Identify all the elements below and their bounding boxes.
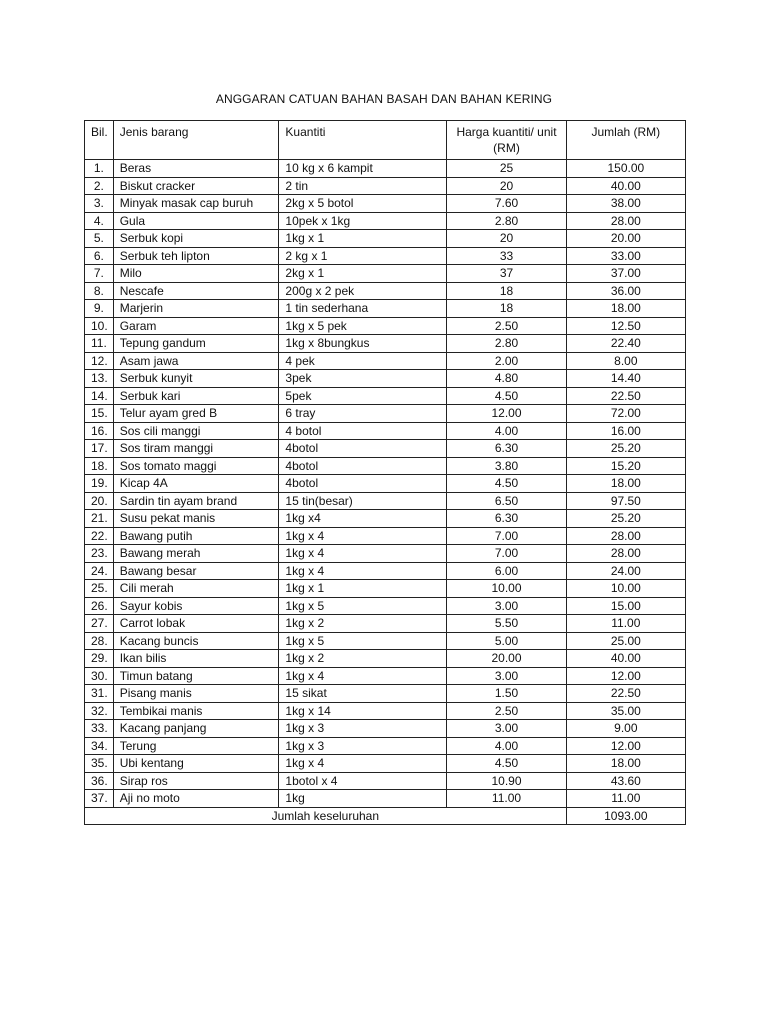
item-unit-price: 25 (447, 160, 566, 178)
table-header-row (85, 121, 686, 160)
item-name: Serbuk kari (113, 387, 279, 405)
table-row (85, 370, 686, 388)
item-unit-price: 20 (447, 177, 566, 195)
item-total: 25.00 (566, 632, 685, 650)
item-unit-price: 5.50 (447, 615, 566, 633)
item-name: Ikan bilis (113, 650, 279, 668)
item-total: 9.00 (566, 720, 685, 738)
item-unit-price: 4.00 (447, 737, 566, 755)
item-unit-price: 7.00 (447, 545, 566, 563)
row-number: 20. (85, 492, 114, 510)
table-row (85, 335, 686, 353)
item-quantity: 1botol x 4 (279, 772, 447, 790)
item-quantity: 10 kg x 6 kampit (279, 160, 447, 178)
table-row (85, 685, 686, 703)
item-quantity: 4botol (279, 457, 447, 475)
item-name: Garam (113, 317, 279, 335)
item-unit-price: 2.80 (447, 335, 566, 353)
ration-budget-table (84, 120, 686, 825)
item-unit-price: 6.50 (447, 492, 566, 510)
item-name: Sos tiram manggi (113, 440, 279, 458)
item-quantity: 200g x 2 pek (279, 282, 447, 300)
item-quantity: 6 tray (279, 405, 447, 423)
table-row (85, 405, 686, 423)
row-number: 12. (85, 352, 114, 370)
item-name: Kacang buncis (113, 632, 279, 650)
item-name: Carrot lobak (113, 615, 279, 633)
item-quantity: 1kg x 4 (279, 667, 447, 685)
item-unit-price: 37 (447, 265, 566, 283)
table-row (85, 545, 686, 563)
table-row (85, 352, 686, 370)
item-total: 12.50 (566, 317, 685, 335)
row-number: 8. (85, 282, 114, 300)
item-quantity: 1kg x 4 (279, 545, 447, 563)
item-quantity: 1kg x 1 (279, 580, 447, 598)
row-number: 2. (85, 177, 114, 195)
row-number: 36. (85, 772, 114, 790)
row-number: 34. (85, 737, 114, 755)
item-total: 36.00 (566, 282, 685, 300)
item-total: 11.00 (566, 615, 685, 633)
table-row (85, 317, 686, 335)
row-number: 18. (85, 457, 114, 475)
item-total: 15.20 (566, 457, 685, 475)
item-total: 28.00 (566, 527, 685, 545)
item-unit-price: 12.00 (447, 405, 566, 423)
item-quantity: 4 botol (279, 422, 447, 440)
item-unit-price: 6.00 (447, 562, 566, 580)
table-row (85, 475, 686, 493)
item-unit-price: 4.50 (447, 755, 566, 773)
item-unit-price: 4.00 (447, 422, 566, 440)
item-unit-price: 4.50 (447, 387, 566, 405)
header-unit-price: Harga kuantiti/ unit (RM) (447, 121, 566, 160)
row-number: 3. (85, 195, 114, 213)
item-unit-price: 7.60 (447, 195, 566, 213)
item-unit-price: 6.30 (447, 510, 566, 528)
header-total: Jumlah (RM) (566, 121, 685, 160)
table-row (85, 265, 686, 283)
table-row (85, 562, 686, 580)
row-number: 14. (85, 387, 114, 405)
item-quantity: 3pek (279, 370, 447, 388)
row-number: 11. (85, 335, 114, 353)
item-unit-price: 1.50 (447, 685, 566, 703)
table-row (85, 440, 686, 458)
item-total: 150.00 (566, 160, 685, 178)
table-row (85, 580, 686, 598)
table-row (85, 177, 686, 195)
item-unit-price: 3.00 (447, 720, 566, 738)
item-unit-price: 7.00 (447, 527, 566, 545)
item-total: 25.20 (566, 510, 685, 528)
item-name: Sos cili manggi (113, 422, 279, 440)
item-total: 16.00 (566, 422, 685, 440)
item-total: 33.00 (566, 247, 685, 265)
row-number: 7. (85, 265, 114, 283)
item-quantity: 4 pek (279, 352, 447, 370)
item-total: 28.00 (566, 545, 685, 563)
item-unit-price: 18 (447, 300, 566, 318)
row-number: 25. (85, 580, 114, 598)
row-number: 1. (85, 160, 114, 178)
item-name: Terung (113, 737, 279, 755)
item-quantity: 15 tin(besar) (279, 492, 447, 510)
row-number: 31. (85, 685, 114, 703)
item-quantity: 4botol (279, 440, 447, 458)
item-quantity: 1kg (279, 790, 447, 808)
item-total: 10.00 (566, 580, 685, 598)
item-quantity: 2 kg x 1 (279, 247, 447, 265)
item-quantity: 2kg x 1 (279, 265, 447, 283)
item-unit-price: 20 (447, 230, 566, 248)
item-quantity: 1kg x 3 (279, 720, 447, 738)
item-name: Sirap ros (113, 772, 279, 790)
item-unit-price: 2.50 (447, 317, 566, 335)
item-total: 8.00 (566, 352, 685, 370)
item-total: 35.00 (566, 702, 685, 720)
item-total: 22.40 (566, 335, 685, 353)
item-total: 24.00 (566, 562, 685, 580)
item-name: Serbuk teh lipton (113, 247, 279, 265)
item-unit-price: 18 (447, 282, 566, 300)
item-name: Sardin tin ayam brand (113, 492, 279, 510)
table-footer-row (85, 807, 686, 825)
row-number: 37. (85, 790, 114, 808)
item-quantity: 4botol (279, 475, 447, 493)
table-row (85, 195, 686, 213)
table-body (85, 160, 686, 808)
item-total: 37.00 (566, 265, 685, 283)
row-number: 10. (85, 317, 114, 335)
row-number: 4. (85, 212, 114, 230)
item-total: 22.50 (566, 387, 685, 405)
item-quantity: 2 tin (279, 177, 447, 195)
row-number: 28. (85, 632, 114, 650)
item-name: Susu pekat manis (113, 510, 279, 528)
item-name: Kacang panjang (113, 720, 279, 738)
table-row (85, 457, 686, 475)
item-unit-price: 3.80 (447, 457, 566, 475)
item-name: Aji no moto (113, 790, 279, 808)
item-quantity: 1kg x 2 (279, 650, 447, 668)
item-name: Timun batang (113, 667, 279, 685)
item-quantity: 1kg x 5 pek (279, 317, 447, 335)
row-number: 6. (85, 247, 114, 265)
item-name: Kicap 4A (113, 475, 279, 493)
item-total: 18.00 (566, 300, 685, 318)
row-number: 23. (85, 545, 114, 563)
table-row (85, 160, 686, 178)
item-unit-price: 11.00 (447, 790, 566, 808)
item-unit-price: 20.00 (447, 650, 566, 668)
item-total: 14.40 (566, 370, 685, 388)
table-row (85, 247, 686, 265)
item-name: Biskut cracker (113, 177, 279, 195)
item-unit-price: 6.30 (447, 440, 566, 458)
item-name: Beras (113, 160, 279, 178)
item-quantity: 15 sikat (279, 685, 447, 703)
table-row (85, 527, 686, 545)
row-number: 27. (85, 615, 114, 633)
item-total: 38.00 (566, 195, 685, 213)
item-name: Gula (113, 212, 279, 230)
item-total: 22.50 (566, 685, 685, 703)
item-name: Pisang manis (113, 685, 279, 703)
item-total: 15.00 (566, 597, 685, 615)
item-name: Nescafe (113, 282, 279, 300)
item-name: Marjerin (113, 300, 279, 318)
item-total: 11.00 (566, 790, 685, 808)
item-unit-price: 3.00 (447, 667, 566, 685)
item-quantity: 10pek x 1kg (279, 212, 447, 230)
item-unit-price: 2.80 (447, 212, 566, 230)
item-quantity: 2kg x 5 botol (279, 195, 447, 213)
item-quantity: 1kg x 4 (279, 527, 447, 545)
item-quantity: 1kg x 3 (279, 737, 447, 755)
item-unit-price: 5.00 (447, 632, 566, 650)
item-total: 40.00 (566, 177, 685, 195)
grand-total-value: 1093.00 (566, 807, 685, 825)
table-row (85, 632, 686, 650)
row-number: 5. (85, 230, 114, 248)
header-bil: Bil. (85, 121, 114, 160)
item-total: 12.00 (566, 737, 685, 755)
table-row (85, 755, 686, 773)
item-quantity: 1kg x 14 (279, 702, 447, 720)
item-quantity: 1kg x 1 (279, 230, 447, 248)
item-total: 20.00 (566, 230, 685, 248)
row-number: 16. (85, 422, 114, 440)
item-unit-price: 10.00 (447, 580, 566, 598)
item-unit-price: 3.00 (447, 597, 566, 615)
table-row (85, 300, 686, 318)
table-row (85, 702, 686, 720)
item-name: Telur ayam gred B (113, 405, 279, 423)
row-number: 15. (85, 405, 114, 423)
item-unit-price: 2.50 (447, 702, 566, 720)
table-row (85, 720, 686, 738)
item-unit-price: 4.50 (447, 475, 566, 493)
item-name: Bawang putih (113, 527, 279, 545)
row-number: 29. (85, 650, 114, 668)
row-number: 13. (85, 370, 114, 388)
item-quantity: 1kg x 5 (279, 632, 447, 650)
table-row (85, 650, 686, 668)
row-number: 17. (85, 440, 114, 458)
item-unit-price: 33 (447, 247, 566, 265)
header-quantity: Kuantiti (279, 121, 447, 160)
item-total: 97.50 (566, 492, 685, 510)
row-number: 32. (85, 702, 114, 720)
table-row (85, 387, 686, 405)
item-total: 18.00 (566, 475, 685, 493)
item-name: Ubi kentang (113, 755, 279, 773)
item-total: 12.00 (566, 667, 685, 685)
table-row (85, 422, 686, 440)
table-row (85, 492, 686, 510)
item-quantity: 1kg x 4 (279, 755, 447, 773)
item-name: Bawang merah (113, 545, 279, 563)
row-number: 26. (85, 597, 114, 615)
item-name: Serbuk kopi (113, 230, 279, 248)
item-total: 28.00 (566, 212, 685, 230)
item-quantity: 1kg x 4 (279, 562, 447, 580)
item-name: Tepung gandum (113, 335, 279, 353)
table-row (85, 212, 686, 230)
item-name: Sos tomato maggi (113, 457, 279, 475)
item-name: Bawang besar (113, 562, 279, 580)
item-quantity: 1kg x 5 (279, 597, 447, 615)
row-number: 30. (85, 667, 114, 685)
table-row (85, 615, 686, 633)
item-quantity: 1kg x 8bungkus (279, 335, 447, 353)
row-number: 33. (85, 720, 114, 738)
item-total: 40.00 (566, 650, 685, 668)
table-row (85, 597, 686, 615)
table-row (85, 790, 686, 808)
item-name: Sayur kobis (113, 597, 279, 615)
item-name: Asam jawa (113, 352, 279, 370)
row-number: 24. (85, 562, 114, 580)
item-unit-price: 4.80 (447, 370, 566, 388)
row-number: 22. (85, 527, 114, 545)
item-unit-price: 2.00 (447, 352, 566, 370)
table-row (85, 230, 686, 248)
table-row (85, 737, 686, 755)
item-name: Cili merah (113, 580, 279, 598)
item-name: Serbuk kunyit (113, 370, 279, 388)
item-total: 18.00 (566, 755, 685, 773)
document-title: ANGGARAN CATUAN BAHAN BASAH DAN BAHAN KERING (215, 92, 553, 106)
item-quantity: 1 tin sederhana (279, 300, 447, 318)
table-row (85, 282, 686, 300)
item-total: 43.60 (566, 772, 685, 790)
row-number: 19. (85, 475, 114, 493)
table-row (85, 510, 686, 528)
item-name: Minyak masak cap buruh (113, 195, 279, 213)
table-row (85, 667, 686, 685)
header-item: Jenis barang (113, 121, 279, 160)
row-number: 21. (85, 510, 114, 528)
item-total: 72.00 (566, 405, 685, 423)
row-number: 35. (85, 755, 114, 773)
item-unit-price: 10.90 (447, 772, 566, 790)
item-name: Milo (113, 265, 279, 283)
item-quantity: 5pek (279, 387, 447, 405)
item-name: Tembikai manis (113, 702, 279, 720)
row-number: 9. (85, 300, 114, 318)
grand-total-label: Jumlah keseluruhan (85, 807, 567, 825)
item-quantity: 1kg x4 (279, 510, 447, 528)
item-quantity: 1kg x 2 (279, 615, 447, 633)
table-row (85, 772, 686, 790)
item-total: 25.20 (566, 440, 685, 458)
